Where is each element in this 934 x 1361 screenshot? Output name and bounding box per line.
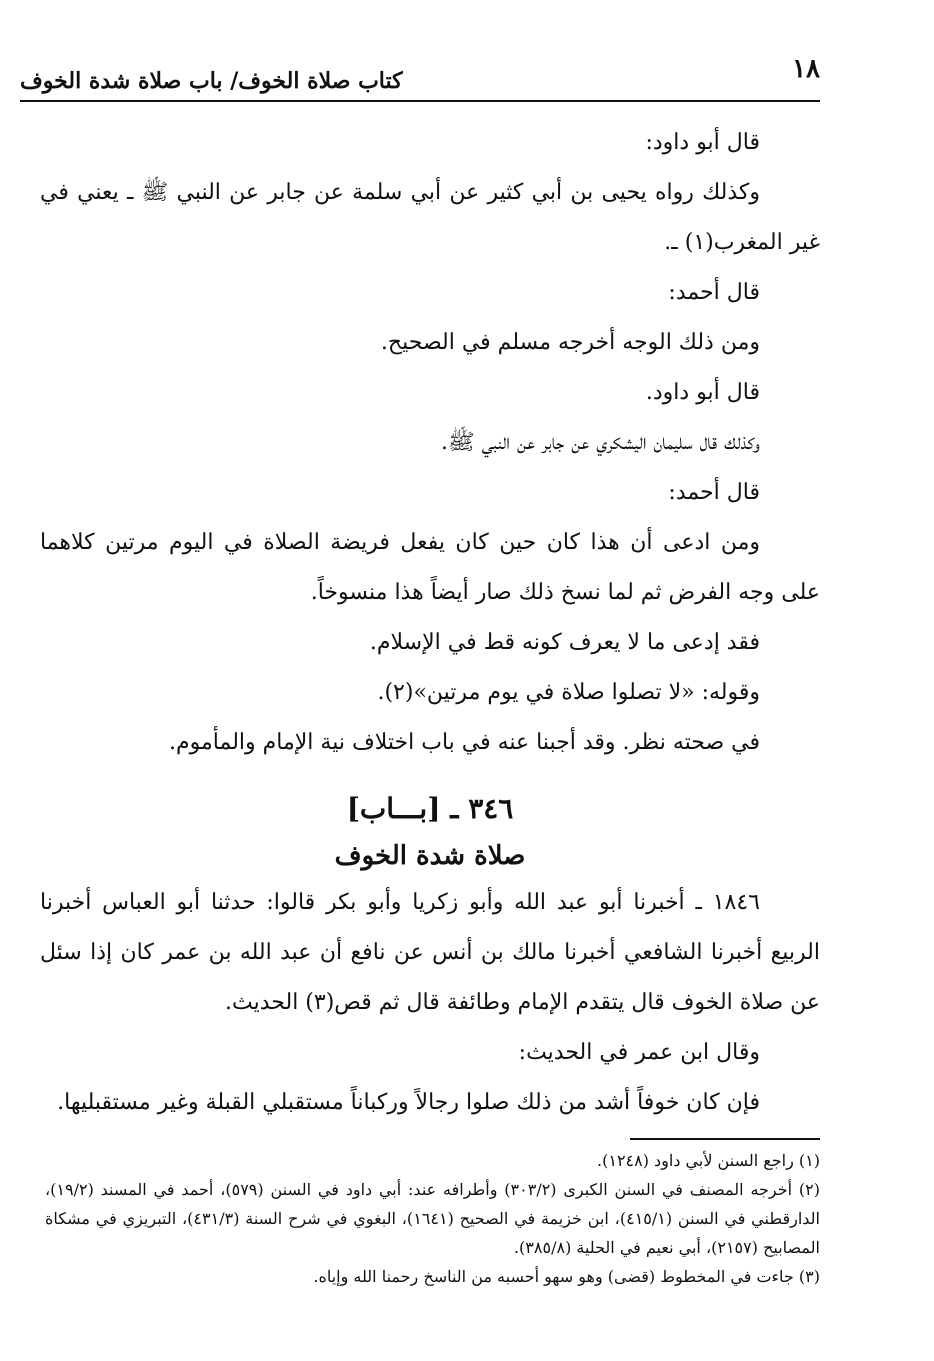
running-header	[20, 50, 820, 102]
paragraph: فإن كان خوفاً أشد من ذلك صلوا رجالاً وركباناً مستقبلي القبلة وغير مستقبليها.	[57, 1090, 760, 1115]
footnotes	[45, 1146, 820, 1291]
footnote: (٣) جاءت في المخطوط (قضى) وهو سهو أحسبه من الناسخ رحمنا الله وإياه.	[313, 1267, 820, 1286]
paragraph: قال أحمد:	[668, 480, 760, 505]
section-number: ٣٤٦ ـ [بـــاب]	[346, 792, 514, 825]
paragraph: في صحته نظر. وقد أجبنا عنه في باب اختلاف نية الإمام والمأموم.	[169, 730, 760, 755]
paragraph: قال أحمد:	[668, 280, 760, 305]
paragraph: قال أبو داود.	[645, 380, 760, 405]
header-title: كتاب صلاة الخوف/ باب صلاة شدة الخوف	[20, 68, 403, 94]
paragraph: وكذلك رواه يحيى بن أبي كثير عن أبي سلمة عن جابر عن النبي ﷺ ـ يعني في غير المغرب(١) ـ.	[40, 180, 820, 255]
paragraph: قال أبو داود:	[645, 130, 760, 155]
paragraph: وكذلك قال سليمان اليشكري عن جابر عن النبي ﷺ.	[441, 430, 760, 455]
page-number: ١٨	[792, 54, 820, 84]
body-text	[40, 118, 820, 1128]
section-title: صلاة شدة الخوف	[334, 841, 526, 871]
paragraph: ١٨٤٦ ـ أخبرنا أبو عبد الله وأبو زكريا وأبو بكر قالوا: حدثنا أبو العباس أخبرنا الربيع أخبرنا الشافعي أخبرنا مالك بن أنس عن نافع أن عبد الله بن عمر كان إذا سئل عن صلاة الخوف قال يتقدم الإمام وطائفة قال ثم قص(٣) الحديث.	[40, 890, 820, 1015]
paragraph: فقد إدعى ما لا يعرف كونه قط في الإسلام.	[369, 630, 760, 655]
paragraph: وقوله: «لا تصلوا صلاة في يوم مرتين»(٢).	[377, 680, 760, 705]
footnote-divider	[630, 1138, 820, 1140]
paragraph: ومن ادعى أن هذا كان حين كان يفعل فريضة الصلاة في اليوم مرتين كلاهما على وجه الفرض ثم لما نسخ ذلك صار أيضاً هذا منسوخاً.	[40, 530, 820, 605]
paragraph: ومن ذلك الوجه أخرجه مسلم في الصحيح.	[380, 330, 760, 355]
paragraph: وقال ابن عمر في الحديث:	[518, 1040, 760, 1065]
footnote: (١) راجع السنن لأبي داود (١٢٤٨).	[597, 1151, 820, 1170]
footnote: (٢) أخرجه المصنف في السنن الكبرى (٣٠٣/٢) وأطرافه عند: أبي داود في السنن (٥٧٩)، أحمد في المسند (١٩/٢)، الدارقطني في السنن (٤١٥/١)، ابن خزيمة في الصحيح (١٦٤١)، البغوي في شرح السنة (٤٣١/٣)، التبريزي في مشكاة المصابيح (٢١٥٧)، أبي نعيم في الحلية (٣٨٥/٨).	[45, 1180, 821, 1257]
